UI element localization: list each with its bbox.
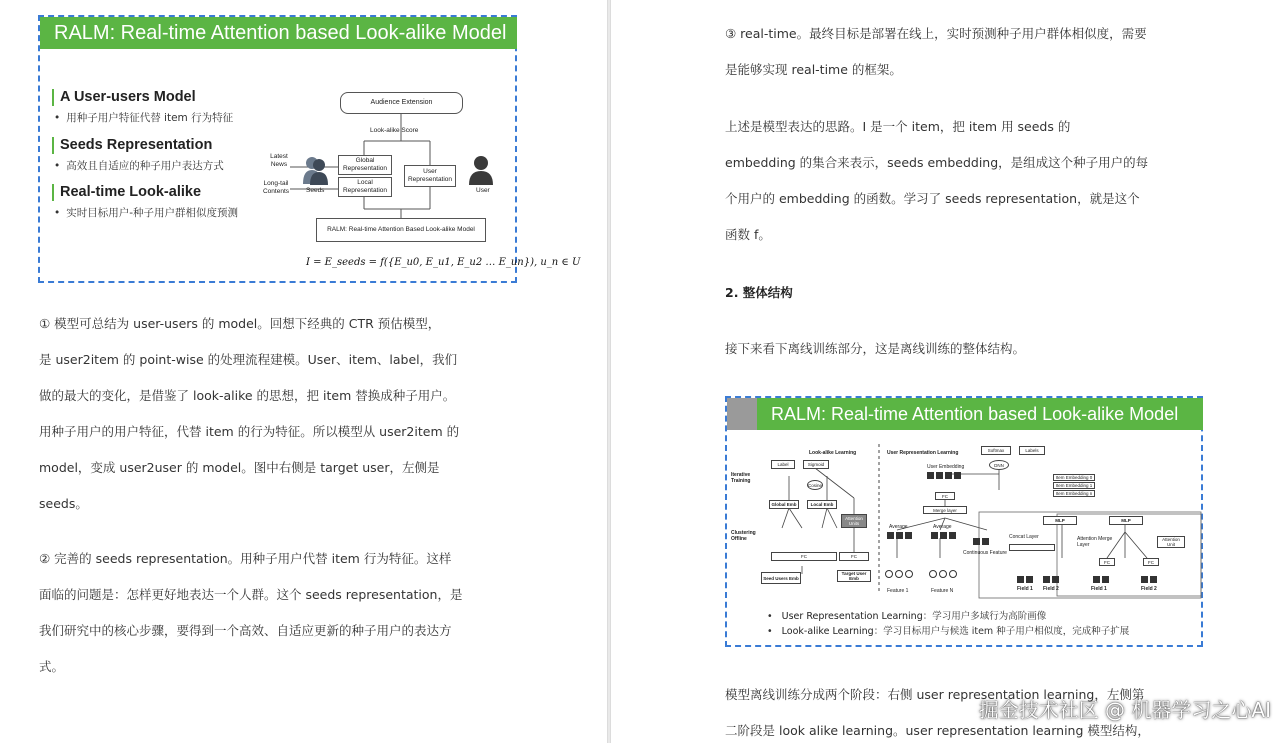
average-label-2: Average: [933, 524, 952, 530]
text-line: 上述是模型表达的思路。I 是一个 item，把 item 用 seeds 的: [725, 119, 1071, 134]
user-embedding-label: User Embedding: [927, 464, 965, 470]
paragraph-user-users-model: [39, 306, 491, 522]
text-line: ③ real-time。最终目标是部署在线上，实时预测种子用户群体相似度，需要: [725, 26, 1147, 41]
slide-image-offline-structure: [725, 396, 1203, 647]
slide-title: RALM: Real-time Attention based Look-alike Model: [757, 398, 1203, 430]
slide2-bullet-user-rep: [767, 608, 1046, 622]
right-document-page: [611, 0, 1285, 743]
text-line: seeds。: [39, 496, 88, 511]
field-1-label-a: Field 1: [1017, 586, 1033, 592]
seeds-label: Seeds: [306, 187, 325, 194]
clustering-offline-label: Clustering Offline: [731, 530, 756, 542]
global-representation-box: Global Representation: [338, 155, 392, 175]
text-line: 是 user2item 的 point-wise 的处理流程建模。User、item、label，我们: [39, 352, 458, 367]
softmax-box: Softmax: [981, 446, 1011, 455]
text-line: model，变成 user2user 的 model。图中右侧是 target user，左侧是: [39, 460, 440, 475]
text-line: 模型离线训练分成两个阶段：右侧 user representation learning，左侧第: [725, 687, 1145, 702]
global-emb-box: Global Emb: [769, 500, 799, 509]
user-label: User: [476, 187, 490, 194]
seed-users-emb-box: Seed Users Emb: [761, 572, 801, 584]
point-subtitle: • 用种子用户特征代替 item 行为特征: [52, 110, 233, 125]
local-representation-box: Local Representation: [338, 177, 392, 197]
text-line: 我们研究中的核心步骤，要得到一个高效、自适应更新的种子用户的表达方: [39, 623, 452, 638]
mlp-box-left: MLP: [1043, 516, 1077, 525]
latest-news-label: Latest News: [270, 153, 288, 168]
target-user-emb-box: Target User Emb: [837, 570, 871, 582]
slide2-bullet-lookalike: [767, 623, 1129, 637]
point-title: A User-users Model: [52, 89, 233, 106]
user-representation-box: User Representation: [404, 165, 456, 187]
text-line: 是能够实现 real-time 的框架。: [725, 62, 902, 77]
bullet-strong: Look-alike Learning: [781, 626, 874, 637]
fc-box-user: FC: [935, 492, 955, 500]
audience-extension-box: Audience Extension: [340, 92, 463, 114]
attention-units-box: Attention Units: [841, 514, 867, 528]
site-watermark: 掘金技术社区 @ 机器学习之心AI: [978, 698, 1271, 722]
text-line: 接下来看下离线训练部分，这是离线训练的整体结构。: [725, 341, 1026, 356]
seeds-formula: I = E_seeds = f({E_u0, E_u1, E_u2 … E_un}), u_n ∈ U: [306, 257, 581, 268]
text-line: 式。: [39, 659, 65, 674]
attention-merge-layer-label: Attention Merge Layer: [1077, 536, 1113, 548]
text-line: 函数 f。: [725, 227, 771, 242]
label-box: Label: [771, 460, 795, 469]
item-embedding-n-box: Item Embedding n: [1053, 490, 1095, 497]
seeds-users-icon: [302, 155, 330, 185]
longtail-contents-label: Long-tail Contents: [262, 180, 290, 195]
concat-layer-box: [1009, 544, 1055, 551]
paragraph-real-time: [725, 16, 1177, 88]
text-line: embedding 的集合来表示，seeds embedding，是组成这个种子用户的每: [725, 155, 1149, 170]
diagram-connectors: [40, 17, 517, 283]
item-embedding-1-box: Item Embedding 1: [1053, 482, 1095, 489]
field-2-label-a: Field 2: [1043, 586, 1059, 592]
paragraph-model-expression: [725, 109, 1177, 253]
merge-layer-box: Merge layer: [923, 506, 967, 514]
concat-layer-label: Concat Layer: [1009, 534, 1039, 540]
bullet-text: ：学习目标用户与候选 item 种子用户相似度，完成种子扩展: [873, 626, 1130, 637]
text-line: 做的最大的变化，是借鉴了 look-alike 的思想，把 item 替换成种子用户。: [39, 388, 456, 403]
dnn-node: DNN: [989, 460, 1009, 470]
field-1-label-b: Field 1: [1091, 586, 1107, 592]
text-line: 面临的问题是：怎样更好地表达一个人群。这个 seeds representation，是: [39, 587, 463, 602]
slide-title: RALM: Real-time Attention based Look-alike Model: [40, 17, 517, 49]
field-2-label-b: Field 2: [1141, 586, 1157, 592]
text-line: 用种子用户的用户特征，代替 item 的行为特征。所以模型从 user2item 的: [39, 424, 460, 439]
cosine-node: Cosine: [807, 480, 823, 490]
text-line: 个用户的 embedding 的函数。学习了 seeds representation，就是这个: [725, 191, 1140, 206]
feature-n-label: Feature N: [931, 588, 954, 594]
labels-box: Labels: [1019, 446, 1045, 455]
feature-1-label: Feature 1: [887, 588, 909, 594]
ralm-model-box: RALM: Real-time Attention Based Look-alike Model: [316, 218, 486, 242]
mlp-box-right: MLP: [1109, 516, 1143, 525]
lookalike-score-label: Look-alike Score: [370, 127, 419, 134]
section-heading: 2. 整体结构: [725, 285, 793, 300]
user-rep-learning-label: User Representation Learning: [887, 450, 959, 456]
fc-box-right: FC: [839, 552, 869, 561]
lookalike-learning-label: Look-alike Learning: [809, 450, 857, 456]
point-title: Real-time Look-alike: [52, 184, 238, 201]
local-emb-box: Local Emb: [807, 500, 837, 509]
bullet-strong: User Representation Learning: [781, 611, 923, 622]
slide-image-ralm-overview: [38, 15, 581, 283]
paragraph-offline-intro: [725, 331, 1177, 367]
point-subtitle: • 高效且自适应的种子用户表达方式: [52, 158, 224, 173]
average-label-1: Average: [889, 524, 908, 530]
left-document-page: [0, 0, 607, 743]
attention-unit-box: Attention Unit: [1157, 536, 1185, 548]
fc-box-field-1: FC: [1099, 558, 1115, 566]
text-line: ① 模型可总结为 user-users 的 model。回想下经典的 CTR 预估模型，: [39, 316, 441, 331]
point-title: Seeds Representation: [52, 137, 224, 154]
fc-box-field-2: FC: [1143, 558, 1159, 566]
text-line: 二阶段是 look alike learning。user representation learning 模型结构，: [725, 723, 1150, 738]
sigmoid-box: Sigmoid: [803, 460, 829, 469]
iterative-training-label: Iterative Training: [731, 472, 751, 484]
fc-box-left: FC: [771, 552, 837, 561]
paragraph-seeds-representation: [39, 541, 491, 685]
bullet-text: ：学习用户多域行为高阶画像: [922, 611, 1047, 622]
target-user-icon: [468, 155, 494, 185]
text-line: ② 完善的 seeds representation。用种子用户代替 item 行为特征。这样: [39, 551, 452, 566]
continuous-feature-label: Continuous Feature: [963, 550, 1007, 556]
item-embedding-0-box: Item Embedding 0: [1053, 474, 1095, 481]
point-subtitle: • 实时目标用户-种子用户群相似度预测: [52, 205, 238, 220]
